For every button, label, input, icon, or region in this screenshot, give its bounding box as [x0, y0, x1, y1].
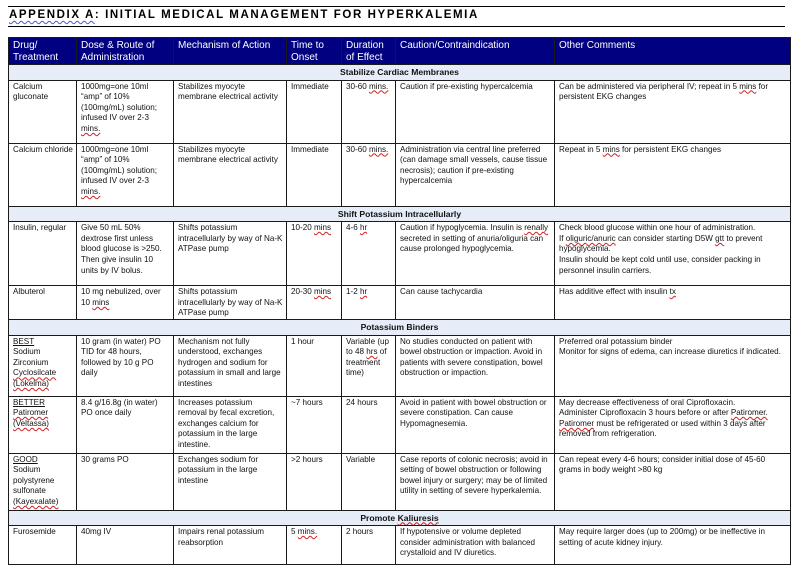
duration-text: 1-2 hr [346, 287, 368, 297]
comment-line: Monitor for signs of edema, can increase diuretics if indicated. [559, 347, 781, 357]
title-rest: : INITIAL MEDICAL MANAGEMENT FOR HYPERKALEMIA [94, 9, 479, 21]
table-row [9, 143, 791, 206]
cell-comments [555, 396, 791, 453]
caution-text: If hypotensive or volume depleted consider administration with balanced crystalloid and IV diuretics. [400, 527, 535, 558]
duration-text: 30-60 mins. [346, 81, 389, 91]
cell-duration [342, 526, 396, 565]
mechanism-text: Increases potassium removal by fecal excretion, exchanges calcium for potassium in the large intestine. [178, 397, 275, 449]
drug-name: Sodium Zirconium Cyclosilcate (Lokelma) [13, 347, 57, 388]
caution-text: No studies conducted on patient with bowel obstruction or impaction. Avoid in patients with severe constipation, bowel obstruction or impaction. [400, 336, 543, 378]
cell-drug [9, 143, 77, 206]
mechanism-text: Shifts potassium intracellularly by way of Na-K ATPase pump [178, 287, 283, 318]
cell-caution [396, 143, 555, 206]
duration-text: Variable (up to 48 hrs of treatment time) [346, 336, 390, 378]
drug-name: Calcium chloride [13, 144, 73, 154]
header-drug: Drug/ Treatment [9, 38, 77, 65]
cell-dose [77, 143, 174, 206]
spellcheck-flagged-word: hr [359, 287, 368, 297]
onset-text: Immediate [291, 144, 329, 154]
caution-text: Caution if pre-existing hypercalcemia [400, 81, 533, 91]
section-row [9, 510, 791, 526]
cell-mechanism [174, 80, 287, 143]
cell-drug [9, 335, 77, 396]
header-caution: Caution/Contraindication [396, 38, 555, 65]
comment-line: May require larger does (up to 200mg) or be ineffective in setting of acute kidney injury. [559, 527, 766, 547]
cell-dose [77, 80, 174, 143]
spellcheck-flagged-word: tx [669, 287, 676, 297]
cell-comments [555, 286, 791, 320]
cell-onset [287, 335, 342, 396]
cell-comments [555, 453, 791, 510]
header-onset: Time to Onset [287, 38, 342, 65]
cell-mechanism [174, 222, 287, 286]
spellcheck-flagged-word: mins. [81, 186, 101, 196]
onset-text: 5 mins. [291, 527, 318, 537]
cell-duration [342, 335, 396, 396]
dose-text: 10 gram (in water) PO TID for 48 hours, followed by 10 g PO daily [81, 336, 161, 378]
table-row [9, 396, 791, 453]
mechanism-text: Mechanism not fully understood, exchanges hydrogen and sodium for potassium in small and large intestines [178, 336, 281, 388]
cell-dose [77, 396, 174, 453]
cell-drug [9, 286, 77, 320]
duration-text: 30-60 mins. [346, 144, 389, 154]
tier-label: GOOD [13, 454, 38, 464]
onset-text: ~7 hours [291, 397, 323, 407]
spellcheck-flagged-word: mins [602, 144, 620, 154]
cell-caution [396, 80, 555, 143]
onset-text: Immediate [291, 81, 329, 91]
cell-mechanism [174, 526, 287, 565]
cell-mechanism [174, 396, 287, 453]
caution-text: Caution if hypoglycemia. Insulin is renally secreted in setting of anuria/oliguria can cause prolonged hypoglycemia. [400, 223, 549, 254]
spellcheck-flagged-word: mins. [368, 81, 389, 91]
table-row [9, 80, 791, 143]
cell-dose [77, 335, 174, 396]
caution-text: Can cause tachycardia [400, 287, 483, 297]
cell-drug [9, 526, 77, 565]
onset-text: 20-30 mins [291, 287, 332, 297]
spellcheck-flagged-word: mins [313, 223, 332, 233]
cell-dose [77, 526, 174, 565]
section-title: Potassium Binders [9, 319, 791, 335]
mechanism-text: Impairs renal potassium reabsorption [178, 527, 264, 547]
duration-text: Variable [346, 454, 376, 464]
section-row [9, 319, 791, 335]
mechanism-text: Shifts potassium intracellularly by way of Na-K ATPase pump [178, 223, 283, 254]
table-row [9, 286, 791, 320]
comment-line: If oliguric/anuric can consider starting D5W gtt to prevent hypoglycemia. [559, 233, 763, 254]
onset-text: 10-20 mins [291, 223, 332, 233]
spellcheck-flagged-word: Cyclosilcate [13, 368, 57, 378]
section-row [9, 65, 791, 81]
comment-line: Has additive effect with insulin tx [559, 287, 676, 297]
table-row [9, 222, 791, 286]
spellcheck-flagged-word: hrs [366, 347, 378, 357]
caution-text: Administration via central line preferred (can damage small vessels, cause tissue necrosis); caution if pre-existing hypercalcemia [400, 144, 548, 186]
cell-duration [342, 143, 396, 206]
cell-mechanism [174, 286, 287, 320]
mechanism-text: Stabilizes myocyte membrane electrical activity [178, 144, 278, 165]
cell-dose [77, 286, 174, 320]
header-dose: Dose & Route of Administration [77, 38, 174, 65]
dose-text: 30 grams PO [81, 454, 129, 464]
cell-caution [396, 453, 555, 510]
comment-line: Repeat in 5 mins for persistent EKG changes [559, 144, 722, 154]
cell-comments [555, 143, 791, 206]
dose-text: 10 mg nebulized, over 10 mins [81, 287, 161, 307]
cell-caution [396, 526, 555, 565]
cell-duration [342, 222, 396, 286]
caution-text: Case reports of colonic necrosis; avoid in setting of bowel obstruction or following bowel injury or surgery; may be of limited utility in setting of severe hyperkalemia. [400, 454, 548, 496]
dose-text: 40mg IV [81, 527, 112, 537]
duration-text: 24 hours [346, 397, 378, 407]
cell-caution [396, 286, 555, 320]
cell-duration [342, 453, 396, 510]
spellcheck-flagged-word: gtt [715, 233, 725, 243]
table-row [9, 335, 791, 396]
section-row [9, 206, 791, 222]
cell-caution [396, 335, 555, 396]
cell-drug [9, 222, 77, 286]
spellcheck-flagged-word: oliguric/anuric [565, 233, 616, 243]
cell-comments [555, 80, 791, 143]
cell-caution [396, 222, 555, 286]
onset-text: >2 hours [291, 454, 323, 464]
cell-drug [9, 453, 77, 510]
cell-comments [555, 526, 791, 565]
duration-text: 4-6 hr [346, 223, 368, 233]
dose-text: 1000mg=one 10ml “amp” of 10% (100mg/mL) solution; infused IV over 2-3 mins. [81, 81, 158, 133]
cell-caution [396, 396, 555, 453]
spellcheck-flagged-word: (Lokelma) [13, 378, 49, 388]
tier-label: BEST [13, 336, 35, 346]
dose-text: 1000mg=one 10ml “amp” of 10% (100mg/mL) solution; infused IV over 2-3 mins. [81, 144, 158, 196]
mechanism-text: Exchanges sodium for potassium in the large intestine [178, 454, 259, 485]
spellcheck-flagged-word: mins. [297, 527, 318, 537]
cell-onset [287, 396, 342, 453]
header-duration: Duration of Effect [342, 38, 396, 65]
comment-line: Can be administered via peripheral IV; repeat in 5 mins for persistent EKG changes [559, 81, 769, 102]
title-rule-bottom [8, 26, 785, 27]
cell-duration [342, 80, 396, 143]
spellcheck-flagged-word: mins [92, 297, 110, 307]
drug-name: Insulin, regular [13, 223, 67, 233]
cell-onset [287, 80, 342, 143]
spellcheck-flagged-word: Patiromer [13, 408, 49, 418]
cell-mechanism [174, 335, 287, 396]
cell-mechanism [174, 453, 287, 510]
comment-line: Preferred oral potassium binder [559, 336, 673, 346]
section-title: Stabilize Cardiac Membranes [9, 65, 791, 81]
comment-line: Insulin should be kept cold until use, consider packing in personnel insulin carriers. [559, 254, 761, 275]
cell-mechanism [174, 143, 287, 206]
duration-text: 2 hours [346, 527, 374, 537]
drug-name [13, 408, 49, 428]
spellcheck-flagged-word: mins [313, 287, 332, 297]
table-header-row [9, 38, 791, 65]
comment-line: Check blood glucose within one hour of administration. [559, 223, 756, 233]
cell-drug [9, 396, 77, 453]
cell-onset [287, 222, 342, 286]
section-title: Promote Kaliuresis [9, 510, 791, 526]
cell-duration [342, 286, 396, 320]
drug-name: Sodium polystyrene sulfonate (Kayexalate) [13, 465, 59, 506]
table-row [9, 526, 791, 565]
mechanism-text: Stabilizes myocyte membrane electrical activity [178, 81, 278, 102]
spellcheck-flagged-word: mins [739, 81, 757, 91]
section-title: Shift Potassium Intracellularly [9, 206, 791, 222]
table-body [9, 65, 791, 565]
dose-text: Give 50 mL 50% dextrose first unless blood glucose is >250. Then give insulin 10 units by IV bolus. [81, 223, 162, 275]
comment-line: Can repeat every 4-6 hours; consider initial dose of 45-60 grams in body weight >80 kg [559, 454, 766, 475]
spellcheck-flagged-word: Patiromer. [730, 408, 768, 418]
title-prefix: APPENDIX A [9, 9, 95, 21]
cell-onset [287, 286, 342, 320]
onset-text: 1 hour [291, 336, 314, 346]
drug-name: Calcium gluconate [13, 81, 49, 102]
spellcheck-flagged-word: mins. [81, 123, 101, 133]
tier-label: BETTER [13, 397, 45, 407]
cell-duration [342, 396, 396, 453]
spellcheck-flagged-word: Patiromer [559, 418, 595, 428]
header-mechanism: Mechanism of Action [174, 38, 287, 65]
hyperkalemia-management-table [8, 37, 791, 565]
comment-line: May decrease effectiveness of oral Ciprofloxacin. [559, 397, 736, 407]
spellcheck-flagged-word: mins. [368, 144, 389, 154]
comment-line: Administer Ciprofloxacin 3 hours before or after Patiromer. Patiromer must be refrigerated or used within 3 days after removed from refrigeration. [559, 408, 768, 439]
cell-comments [555, 222, 791, 286]
title-rule-top [8, 6, 785, 7]
cell-drug [9, 80, 77, 143]
cell-onset [287, 143, 342, 206]
spellcheck-flagged-word: (Veltassa) [13, 418, 49, 428]
dose-text: 8.4 g/16.8g (in water) PO once daily [81, 397, 158, 418]
table-row [9, 453, 791, 510]
caution-text: Avoid in patient with bowel obstruction or severe constipation. Can cause Hypomagnesemia. [400, 397, 547, 428]
cell-onset [287, 453, 342, 510]
header-comments: Other Comments [555, 38, 791, 65]
drug-name: Furosemide [13, 527, 56, 537]
cell-dose [77, 222, 174, 286]
spellcheck-flagged-word: Kaliuresis [397, 512, 439, 523]
cell-onset [287, 526, 342, 565]
cell-dose [77, 453, 174, 510]
document-title [9, 9, 479, 21]
spellcheck-flagged-word: (Kayexalate) [13, 496, 59, 506]
cell-comments [555, 335, 791, 396]
spellcheck-flagged-word: hr [359, 223, 368, 233]
spellcheck-flagged-word: renally [524, 223, 549, 233]
drug-name: Albuterol [13, 287, 45, 297]
